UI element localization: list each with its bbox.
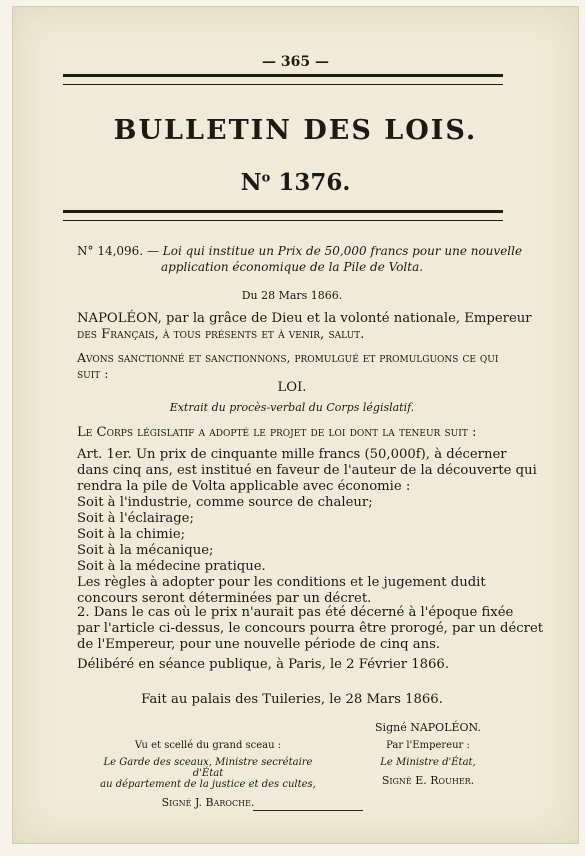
issue-sup: o (261, 170, 271, 186)
art2-line: de l'Empereur, pour une nouvelle période de cinq ans. (77, 637, 441, 652)
left-sig-4: Signé J. Baroche. (161, 796, 255, 809)
loi-heading: LOI. (277, 380, 307, 395)
sanction (77, 350, 507, 382)
left-sig-2: Le Garde des sceaux, Ministre secrétaire d'État (103, 757, 313, 779)
article-2 (77, 605, 544, 653)
right-sig-4: Signé E. Rouher. (381, 774, 475, 787)
right-signature-block (358, 721, 498, 787)
closing-rule (253, 810, 363, 811)
bulletin-title: BULLETIN DES LOIS. (113, 115, 478, 146)
left-sig-3: au département de la justice et des cultes, (100, 779, 316, 790)
right-sig-1: Signé NAPOLÉON. (375, 721, 481, 734)
decree-desc: — Loi qui institue un Prix de 50,000 francs pour une nouvelle (143, 244, 523, 258)
delibere: Délibéré en séance publique, à Paris, le 2 Février 1866. (77, 657, 450, 672)
article-1 (77, 447, 537, 607)
decree-heading (77, 243, 523, 275)
issue-num: 1376. (270, 169, 351, 196)
right-sig-3: Le Ministre d'État, (380, 757, 476, 768)
art1-line: dans cinq ans, est institué en faveur de l'auteur de la découverte qui (77, 463, 537, 478)
corps-legislatif: Le Corps législatif a adopté le projet de loi dont la teneur suit : (77, 425, 477, 440)
art1-line: rendra la pile de Volta applicable avec économie : (77, 479, 411, 494)
decree-ref: N° 14,096. (77, 244, 144, 258)
sanction-line-1: Avons sanctionné et sanctionnons, promulgué et promulguons ce qui (77, 350, 499, 365)
issue-prefix: N (240, 169, 262, 196)
preamble-line-1: NAPOLÉON, par la grâce de Dieu et la volonté nationale, Empereur (77, 311, 532, 326)
art1-line: concours seront déterminées par un décret. (77, 591, 372, 606)
sanction-line-2: suit : (77, 366, 109, 381)
art2-line: par l'article ci-dessus, le concours pourra être prorogé, par un décret (77, 621, 544, 636)
art1-line: Soit à l'industrie, comme source de chaleur; (77, 495, 373, 510)
page-number: — 365 — (262, 54, 329, 70)
art1-line: Les règles à adopter pour les conditions et le jugement dudit (77, 575, 486, 590)
art1-line: Soit à l'éclairage; (77, 511, 194, 526)
left-signature-block (93, 740, 323, 809)
document-page (12, 6, 579, 844)
right-sig-2: Par l'Empereur : (386, 740, 470, 751)
decree-desc2: application économique de la Pile de Volta. (160, 260, 424, 274)
art1-line: Soit à la médecine pratique. (77, 559, 266, 574)
art1-line: Art. 1er. Un prix de cinquante mille francs (50,000f), à décerner (77, 447, 507, 462)
decree-date: Du 28 Mars 1866. (241, 289, 343, 302)
top-double-rule (63, 74, 503, 85)
preamble-line-2: des Français, à tous présents et à venir, salut. (77, 327, 365, 342)
art1-line: Soit à la mécanique; (77, 543, 214, 558)
extrait: Extrait du procès-verbal du Corps législatif. (169, 401, 415, 414)
bottom-double-rule (63, 210, 503, 221)
art1-line: Soit à la chimie; (77, 527, 186, 542)
art2-line: 2. Dans le cas où le prix n'aurait pas été décerné à l'époque fixée (77, 605, 514, 620)
left-sig-1: Vu et scellé du grand sceau : (134, 740, 282, 751)
preamble (77, 311, 532, 343)
fait-au-palais: Fait au palais des Tuileries, le 28 Mars 1866. (141, 692, 443, 707)
issue-number (13, 169, 578, 196)
